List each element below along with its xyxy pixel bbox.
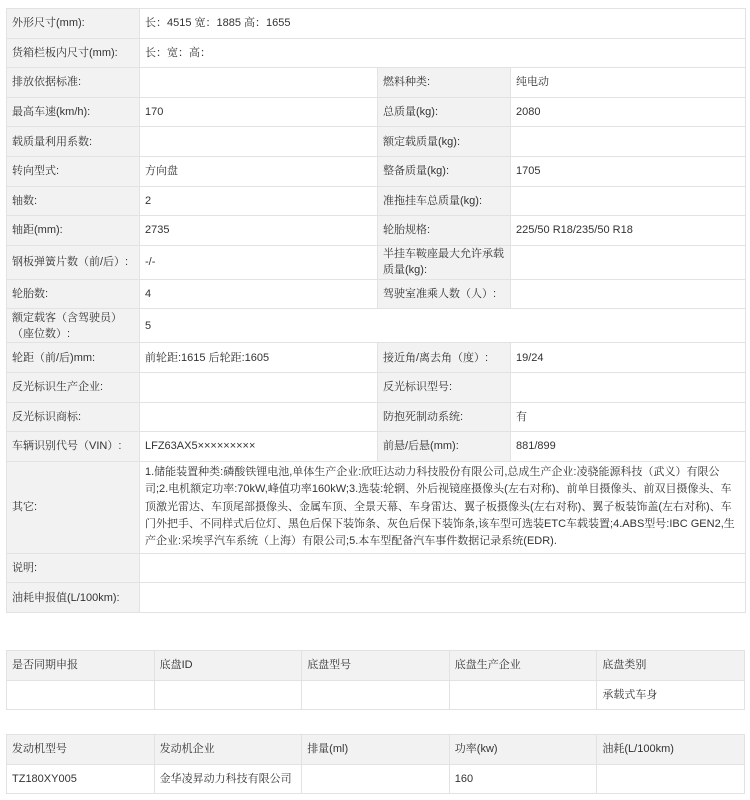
engine-cell: 金华凌昇动力科技有限公司: [154, 764, 302, 794]
spec-label: 车辆识别代号（VIN）:: [7, 432, 140, 462]
spec-label: 总质量(kg):: [378, 97, 511, 127]
spec-row: [7, 245, 746, 279]
spec-row-dimensions: [7, 9, 746, 39]
spec-value: [511, 186, 746, 216]
engine-header: 排量(ml): [302, 735, 450, 765]
chassis-cell: [449, 680, 597, 710]
spec-row: [7, 68, 746, 98]
spec-value: 19/24: [511, 343, 746, 373]
spec-row: [7, 97, 746, 127]
spec-value: 1705: [511, 156, 746, 186]
spec-label: 其它:: [7, 461, 140, 553]
chassis-cell: 承载式车身: [597, 680, 745, 710]
spec-label: 货箱栏板内尺寸(mm):: [7, 38, 140, 68]
spec-value: 前轮距:1615 后轮距:1605: [140, 343, 378, 373]
spec-label: 钢板弹簧片数（前/后）:: [7, 245, 140, 279]
spec-value: 2735: [140, 216, 378, 246]
spec-label: 前悬/后悬(mm):: [378, 432, 511, 462]
spec-row-cargo: [7, 38, 746, 68]
chassis-cell: [154, 680, 302, 710]
spec-label: 反光标识商标:: [7, 402, 140, 432]
spec-value-other: 1.储能装置种类:磷酸铁锂电池,单体生产企业:欣旺达动力科技股份有限公司,总成生产企业:凌骁能源科技（武义）有限公司;2.电机额定功率:70kW,峰值功率160kW;3.选装:轮辋、外后视镜座摄像头(左右对称)、前单目摄像头、前双目摄像头、车顶激光雷达、车顶尾部摄像头、金属车顶、全景天幕、车身雷达、翼子板摄像头(左右对称)、翼子板装饰盖(左右对称)、车门外把手、不同样式后位灯、黑色后保下装饰条、灰色后保下装饰条,该车型可选装ETC车载装置;4.ABS型号:IBC GEN2,生产企业:采埃孚汽车系统（上海）有限公司;5.本车型配备汽车事件数据记录系统(EDR).: [140, 461, 746, 553]
spec-row: [7, 372, 746, 402]
spec-value: [511, 245, 746, 279]
spec-value: 纯电动: [511, 68, 746, 98]
engine-cell: [597, 764, 745, 794]
spec-label: 反光标识型号:: [378, 372, 511, 402]
spec-label: 额定载质量(kg):: [378, 127, 511, 157]
spec-label: 说明:: [7, 553, 140, 583]
engine-data-row: [7, 764, 745, 794]
chassis-header: 底盘生产企业: [449, 651, 597, 681]
spec-label: 驾驶室准乘人数（人）:: [378, 279, 511, 309]
spec-label: 整备质量(kg):: [378, 156, 511, 186]
spec-row-fuel-consumption: [7, 583, 746, 613]
spec-value: [511, 127, 746, 157]
spec-row: [7, 216, 746, 246]
spec-label: 载质量利用系数:: [7, 127, 140, 157]
spec-label: 外形尺寸(mm):: [7, 9, 140, 39]
engine-header-row: [7, 735, 745, 765]
spec-value: [511, 279, 746, 309]
engine-table: [6, 734, 745, 794]
spec-value: 2080: [511, 97, 746, 127]
spec-row: [7, 279, 746, 309]
spec-label: 半挂车鞍座最大允许承载质量(kg):: [378, 245, 511, 279]
spec-value: [140, 127, 378, 157]
engine-header: 油耗(L/100km): [597, 735, 745, 765]
spec-value: 长：4515 宽：1885 高：1655: [140, 9, 746, 39]
spec-row: [7, 343, 746, 373]
chassis-header-row: [7, 651, 745, 681]
chassis-cell: [7, 680, 155, 710]
engine-header: 发动机型号: [7, 735, 155, 765]
spec-value: 881/899: [511, 432, 746, 462]
spec-value: LFZ63AX5×××××××××: [140, 432, 378, 462]
spec-label: 转向型式:: [7, 156, 140, 186]
spec-value: [140, 372, 378, 402]
engine-cell: 160: [449, 764, 597, 794]
vehicle-spec-table: [6, 8, 745, 613]
spec-label: 排放依据标准:: [7, 68, 140, 98]
chassis-table: [6, 650, 745, 710]
spec-value: -/-: [140, 245, 378, 279]
spec-value: [140, 68, 378, 98]
spec-value: 方向盘: [140, 156, 378, 186]
spec-row: [7, 186, 746, 216]
spec-row: [7, 402, 746, 432]
spec-label: 防抱死制动系统:: [378, 402, 511, 432]
engine-header: 发动机企业: [154, 735, 302, 765]
spec-row-passengers: [7, 309, 746, 343]
chassis-header: 底盘型号: [302, 651, 450, 681]
spec-value: [140, 553, 746, 583]
spec-label: 额定载客（含驾驶员）（座位数）:: [7, 309, 140, 343]
spec-value: 225/50 R18/235/50 R18: [511, 216, 746, 246]
engine-header: 功率(kw): [449, 735, 597, 765]
spec-value: [140, 583, 746, 613]
spec-value: 170: [140, 97, 378, 127]
spec-value: 5: [140, 309, 746, 343]
spec-label: 反光标识生产企业:: [7, 372, 140, 402]
chassis-header: 底盘ID: [154, 651, 302, 681]
chassis-data-row: [7, 680, 745, 710]
spec-label: 油耗申报值(L/100km):: [7, 583, 140, 613]
engine-cell: TZ180XY005: [7, 764, 155, 794]
chassis-cell: [302, 680, 450, 710]
spec-value: [140, 402, 378, 432]
spec-value: 长：宽：高：: [140, 38, 746, 68]
spec-label: 轴数:: [7, 186, 140, 216]
spec-row: [7, 127, 746, 157]
spec-label: 最高车速(km/h):: [7, 97, 140, 127]
spec-label: 燃料种类:: [378, 68, 511, 98]
spec-label: 准拖挂车总质量(kg):: [378, 186, 511, 216]
chassis-header: 底盘类别: [597, 651, 745, 681]
spec-row: [7, 156, 746, 186]
spec-value: 有: [511, 402, 746, 432]
chassis-header: 是否同期申报: [7, 651, 155, 681]
spec-label: 接近角/离去角（度）:: [378, 343, 511, 373]
spec-label: 轴距(mm):: [7, 216, 140, 246]
spec-label: 轮距（前/后)mm:: [7, 343, 140, 373]
spec-row-other: [7, 461, 746, 553]
spec-row: [7, 432, 746, 462]
spec-label: 轮胎规格:: [378, 216, 511, 246]
spec-value: 2: [140, 186, 378, 216]
spec-row-note: [7, 553, 746, 583]
spec-label: 轮胎数:: [7, 279, 140, 309]
spec-value: 4: [140, 279, 378, 309]
engine-cell: [302, 764, 450, 794]
spec-value: [511, 372, 746, 402]
